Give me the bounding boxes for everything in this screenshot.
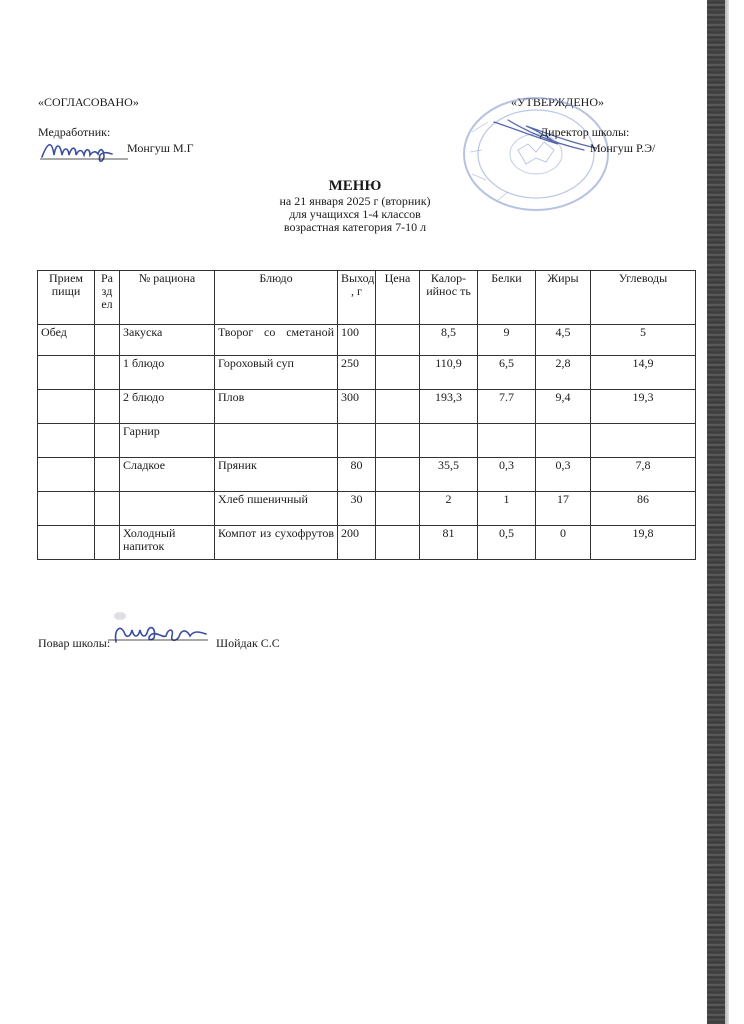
cell-dish: Творог со сметаной [215,325,338,356]
approval-right-role: Директор школы: [540,125,630,139]
cell-yield: 80 [338,458,376,492]
cell-protein: 9 [478,325,536,356]
cell-dish: Гороховый суп [215,356,338,390]
cell-ration: 2 блюдо [120,390,215,424]
cell-calories: 2 [420,492,478,526]
approval-left-name: Монгуш М.Г [127,141,194,155]
table-row [38,526,696,560]
cook-name: Шойдак С.С [216,636,280,650]
cell-calories [420,424,478,458]
cell-dish [215,424,338,458]
cell-fat: 9,4 [536,390,591,424]
cell-section [95,356,120,390]
cell-price [376,458,420,492]
cell-price [376,526,420,560]
approval-left-role: Медработник: [38,125,111,139]
cell-carbs: 19,8 [591,526,696,560]
table-header-row [38,271,696,325]
cell-protein: 7.7 [478,390,536,424]
col-header-yield: Выход , г [338,271,376,325]
medic-signature-image [38,135,130,167]
cell-calories: 110,9 [420,356,478,390]
scan-edge-shadow [725,0,729,1024]
table-row [38,492,696,526]
menu-header [230,178,480,234]
col-header-dish: Блюдо [215,271,338,325]
cell-carbs [591,424,696,458]
cell-protein: 0,5 [478,526,536,560]
cell-yield: 300 [338,390,376,424]
table-row [38,390,696,424]
cell-dish: Плов [215,390,338,424]
cell-calories: 193,3 [420,390,478,424]
cell-meal [38,390,95,424]
menu-table [37,270,696,560]
cell-price [376,325,420,356]
cell-yield: 100 [338,325,376,356]
cell-price [376,424,420,458]
cell-section [95,424,120,458]
table-row [38,325,696,356]
cell-section [95,325,120,356]
cell-fat [536,424,591,458]
menu-students: для учащихся 1-4 классов [289,207,421,221]
cell-ration [120,492,215,526]
col-header-section: Ра зд ел [95,271,120,325]
scan-edge-artifact [707,0,725,1024]
cell-dish: Хлеб пшеничный [215,492,338,526]
cell-section [95,492,120,526]
cell-meal [38,492,95,526]
cook-signature-image [106,608,214,652]
cell-carbs: 86 [591,492,696,526]
page-title: МЕНЮ [328,178,382,194]
cell-fat: 0,3 [536,458,591,492]
approval-left-title: «СОГЛАСОВАНО» [38,95,139,109]
cell-dish: Пряник [215,458,338,492]
cell-ration: Холодный напиток [120,526,215,560]
cell-fat: 0 [536,526,591,560]
cell-meal [38,356,95,390]
cell-yield: 30 [338,492,376,526]
cell-yield: 250 [338,356,376,390]
cell-yield [338,424,376,458]
cell-carbs: 14,9 [591,356,696,390]
col-header-protein: Белки [478,271,536,325]
cell-calories: 35,5 [420,458,478,492]
cell-fat: 2,8 [536,356,591,390]
cell-ration: Сладкое [120,458,215,492]
cell-protein: 0,3 [478,458,536,492]
cell-calories: 8,5 [420,325,478,356]
col-header-ration: № рациона [120,271,215,325]
cook-label: Повар школы: [38,636,111,650]
cell-section [95,390,120,424]
cell-ration: Гарнир [120,424,215,458]
table-row [38,356,696,390]
cell-protein: 1 [478,492,536,526]
cell-price [376,356,420,390]
table-row [38,424,696,458]
menu-date: на 21 января 2025 г (вторник) [279,194,431,208]
cell-protein [478,424,536,458]
cell-section [95,526,120,560]
cell-meal [38,526,95,560]
col-header-price: Цена [376,271,420,325]
cell-meal [38,424,95,458]
cell-dish: Компот из сухофрутов [215,526,338,560]
approval-right-title: «УТВЕРЖДЕНО» [511,95,605,109]
cell-carbs: 7,8 [591,458,696,492]
cell-fat: 4,5 [536,325,591,356]
col-header-meal: Прием пищи [38,271,95,325]
cell-ration: 1 блюдо [120,356,215,390]
cell-price [376,492,420,526]
cell-carbs: 19,3 [591,390,696,424]
cell-section [95,458,120,492]
cell-protein: 6,5 [478,356,536,390]
cell-meal [38,458,95,492]
cell-price [376,390,420,424]
cell-carbs: 5 [591,325,696,356]
col-header-carbs: Углеводы [591,271,696,325]
col-header-fat: Жиры [536,271,591,325]
menu-age-category: возрастная категория 7-10 л [283,220,427,234]
cell-ration: Закуска [120,325,215,356]
cell-calories: 81 [420,526,478,560]
cell-yield: 200 [338,526,376,560]
cell-fat: 17 [536,492,591,526]
approval-right-name: Монгуш Р.Э/ [590,141,656,155]
col-header-calories: Калор-ийнос ть [420,271,478,325]
cell-meal: Обед [38,325,95,356]
table-row [38,458,696,492]
